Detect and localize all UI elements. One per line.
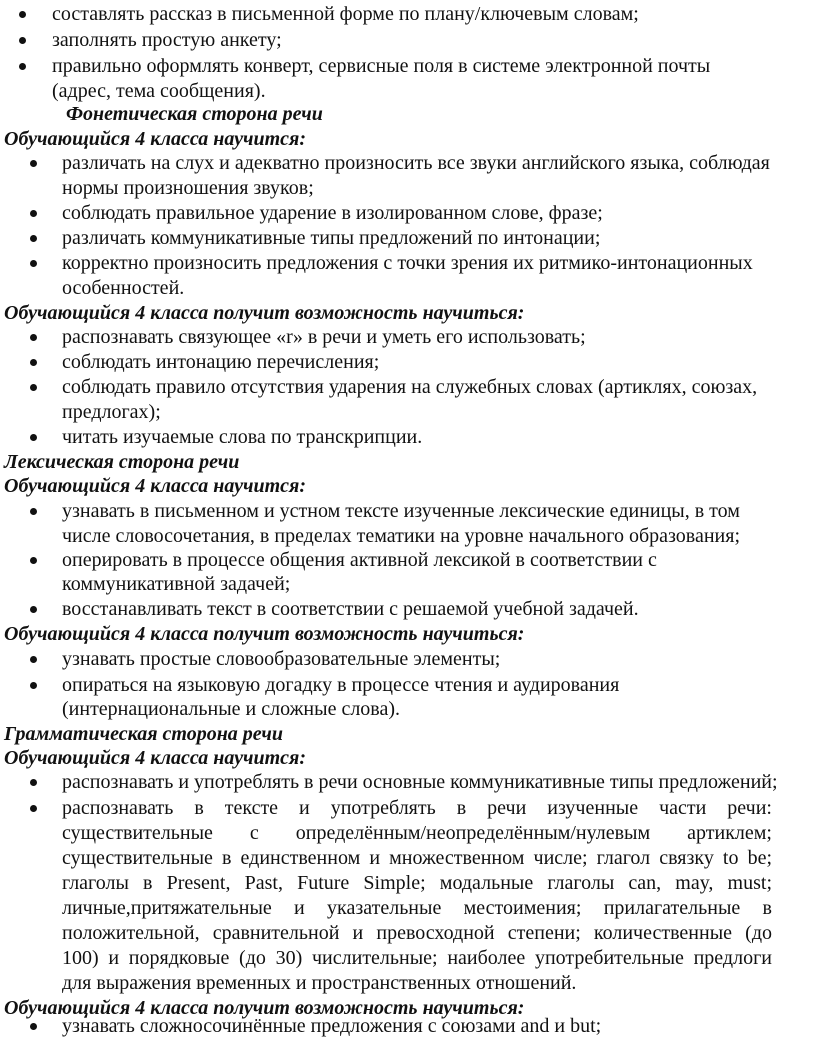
section-heading-grammar: Грамматическая сторона речи [4, 723, 284, 745]
grammar-learn-item-item: распознавать в тексте и употреблять в речи изученные части речи: [62, 797, 772, 819]
phonetic-learn-item-item: различать коммуникативные типы предложений по интонации; [62, 227, 601, 249]
opportunity-heading: Обучающийся 4 класса получит возможность научиться: [4, 623, 525, 645]
lexical-opportunity-item-item: узнавать простые словообразовательные элементы; [62, 648, 501, 670]
grammar-learn-item-item: личные,притяжательные и указательные местоимения; прилагательные в [62, 897, 772, 919]
lexical-learn-item-item: восстанавливать текст в соответствии с решаемой учебной задачей. [62, 598, 639, 620]
grammar-learn-item-item: распознавать и употреблять в речи основные коммуникативные типы предложений; [62, 771, 778, 793]
speaking-list-item-bullet [19, 11, 26, 18]
phonetic-opportunity-item-item: соблюдать интонацию перечисления; [62, 351, 380, 373]
lexical-opportunity-item-bullet [30, 656, 37, 663]
phonetic-learn-item-item: различать на слух и адекватно произносить все звуки английского языка, соблюдая [62, 152, 770, 174]
phonetic-learn-item-bullet [30, 235, 37, 242]
learn-heading: Обучающийся 4 класса научится: [4, 128, 306, 150]
phonetic-opportunity-item-bullet [30, 384, 37, 391]
speaking-list-item-bullet [19, 63, 26, 70]
speaking-list-item-item: составлять рассказ в письменной форме по плану/ключевым словам; [52, 3, 639, 25]
phonetic-opportunity-item-bullet [30, 334, 37, 341]
grammar-learn-item-item: 100) и порядковые (до 30) числительные; наиболее употребительные предлоги [62, 947, 772, 969]
lexical-learn-item-item: числе словосочетания, в пределах тематики на уровне начального образования; [62, 525, 741, 547]
speaking-list-item-item: правильно оформлять конверт, сервисные поля в системе электронной почты [52, 55, 711, 77]
opportunity-heading: Обучающийся 4 класса получит возможность научиться: [4, 302, 525, 324]
lexical-learn-item-bullet [30, 606, 37, 613]
grammar-opportunity-item-item: узнавать сложносочинённые предложения с союзами and и but; [62, 1015, 602, 1037]
lexical-learn-item-bullet [30, 508, 37, 515]
grammar-learn-item-bullet [30, 805, 37, 812]
phonetic-learn-item-bullet [30, 160, 37, 167]
learn-heading: Обучающийся 4 класса научится: [4, 747, 306, 769]
phonetic-learn-item-item: соблюдать правильное ударение в изолированном слове, фразе; [62, 202, 603, 224]
grammar-opportunity-item-bullet [30, 1023, 37, 1030]
phonetic-learn-item-item: нормы произношения звуков; [62, 177, 314, 199]
grammar-learn-item-item: для выражения временных и пространственных отношений. [62, 972, 577, 994]
learn-heading: Обучающийся 4 класса научится: [4, 475, 306, 497]
grammar-learn-item-item: глаголы в Present, Past, Future Simple; модальные глаголы can, may, must; [62, 872, 772, 894]
lexical-opportunity-item-item: опираться на языковую догадку в процессе чтения и аудирования [62, 674, 620, 696]
grammar-learn-item-item: положительной, сравнительной и превосходной степени; количественные (до [62, 922, 772, 944]
phonetic-opportunity-item-item: соблюдать правило отсутствия ударения на служебных словах (артиклях, союзах, [62, 376, 758, 398]
lexical-learn-item-item: узнавать в письменном и устном тексте изученные лексические единицы, в том [62, 500, 740, 522]
speaking-list-item-item: (адрес, тема сообщения). [52, 80, 266, 102]
lexical-opportunity-item-bullet [30, 682, 37, 689]
phonetic-learn-item-bullet [30, 260, 37, 267]
phonetic-opportunity-item-item: распознавать связующее «r» в речи и уметь его использовать; [62, 326, 586, 348]
speaking-list-item-item: заполнять простую анкету; [52, 29, 282, 51]
phonetic-learn-item-item: особенностей. [62, 277, 185, 299]
opportunity-heading: Обучающийся 4 класса получит возможность научиться: [4, 997, 525, 1019]
grammar-learn-item-item: существительные в единственном и множественном числе; глагол связку to be; [62, 847, 772, 869]
section-heading-phonetic: Фонетическая сторона речи [66, 103, 323, 125]
phonetic-learn-item-item: корректно произносить предложения с точки зрения их ритмико-интонационных [62, 252, 753, 274]
grammar-learn-item-bullet [30, 779, 37, 786]
grammar-learn-item-item: существительные с определённым/неопределённым/нулевым артиклем; [62, 822, 772, 844]
lexical-learn-item-bullet [30, 557, 37, 564]
lexical-learn-item-item: коммуникативной задачей; [62, 573, 291, 595]
lexical-learn-item-item: оперировать в процессе общения активной лексикой в соответствии с [62, 549, 657, 571]
phonetic-opportunity-item-bullet [30, 434, 37, 441]
section-heading-lexical: Лексическая сторона речи [4, 451, 240, 473]
phonetic-opportunity-item-bullet [30, 359, 37, 366]
phonetic-opportunity-item-item: предлогах); [62, 401, 161, 423]
lexical-opportunity-item-item: (интернациональные и сложные слова). [62, 698, 401, 720]
speaking-list-item-bullet [19, 37, 26, 44]
phonetic-learn-item-bullet [30, 210, 37, 217]
phonetic-opportunity-item-item: читать изучаемые слова по транскрипции. [62, 426, 423, 448]
